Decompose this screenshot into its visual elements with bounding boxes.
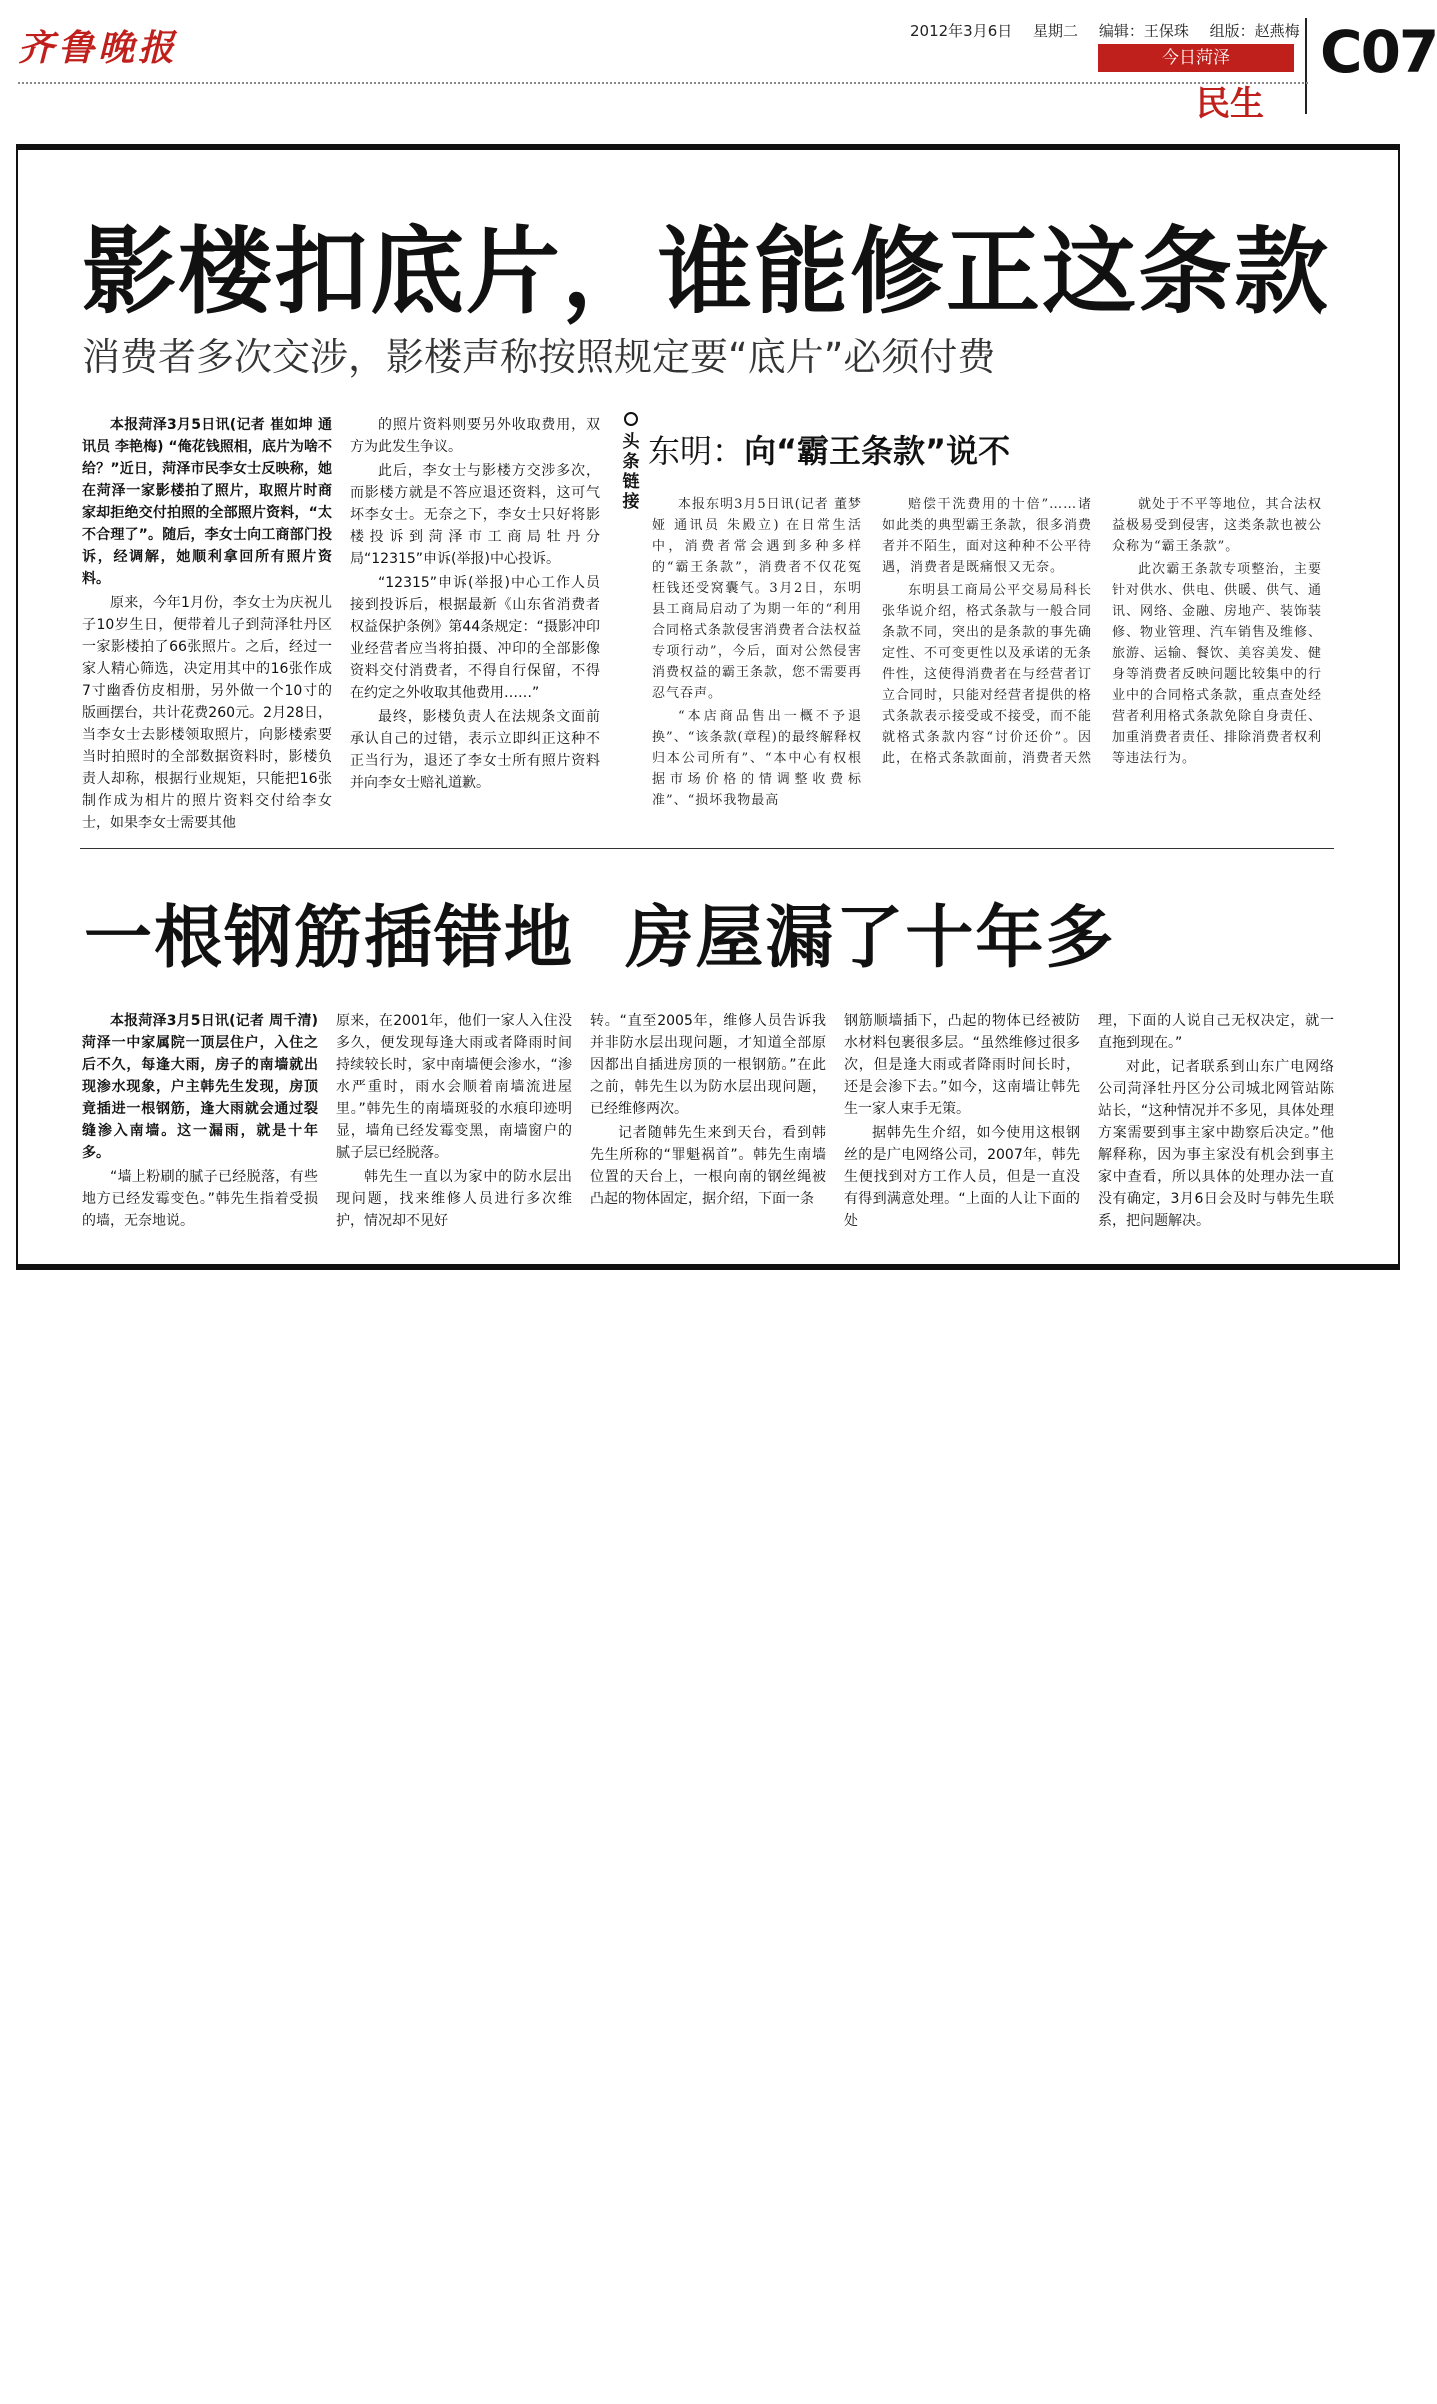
paragraph: 的照片资料则要另外收取费用，双方为此发生争议。 bbox=[350, 417, 600, 455]
article1-column-2 bbox=[350, 414, 600, 796]
paragraph: 钢筋顺墙插下，凸起的物体已经被防水材料包裹很多层。“虽然维修过很多次，但是逢大雨或者降雨时间长时，还是会渗下去。”如今，这南墙让韩先生一家人束手无策。 bbox=[844, 1013, 1080, 1117]
article2-column-3 bbox=[590, 1010, 826, 1212]
section-name: 民生 bbox=[1196, 84, 1264, 124]
article2-column-1 bbox=[82, 1010, 318, 1234]
issue-weekday: 星期二 bbox=[1033, 22, 1079, 40]
paragraph: 理，下面的人说自己无权决定，就一直拖到现在。” bbox=[1098, 1013, 1334, 1051]
paragraph: 记者随韩先生来到天台，看到韩先生所称的“罪魁祸首”。韩先生南墙位置的天台上，一根向南的钢丝绳被凸起的物体固定，据介绍，下面一条 bbox=[590, 1125, 826, 1207]
page-number: C07 bbox=[1320, 18, 1437, 86]
paragraph: 原来，在2001年，他们一家人入住没多久，便发现每逢大雨或者降雨时间持续较长时，家中南墙便会渗水，“渗水严重时，雨水会顺着南墙流进屋里。”韩先生的南墙斑驳的水痕印迹明显，墙角已经发霉变黑，南墙窗户的腻子层已经脱落。 bbox=[336, 1013, 572, 1161]
section-tag: 今日菏泽 bbox=[1098, 44, 1294, 72]
page-meta bbox=[910, 20, 1316, 41]
sidebar-column-2 bbox=[882, 494, 1092, 771]
header-rule bbox=[18, 82, 1308, 84]
editor-credit: 编辑：王保珠 bbox=[1098, 22, 1189, 40]
section-divider bbox=[80, 848, 1334, 849]
paragraph: 本报菏泽3月5日讯(记者 崔如坤 通讯员 李艳梅) “俺花钱照相，底片为啥不给？”近日，菏泽市民李女士反映称，她在菏泽一家影楼拍了照片，取照片时商家却拒绝交付拍照的全部照片资料，“太不合理了”。随后，李女士向工商部门投诉，经调解，她顺利拿回所有照片资料。 bbox=[82, 417, 332, 587]
article1-headline: 影楼扣底片，谁能修正这条款 bbox=[82, 218, 1331, 327]
sidebar-column-1 bbox=[652, 494, 862, 813]
paragraph: 原来，今年1月份，李女士为庆祝儿子10岁生日，便带着儿子到菏泽牡丹区一家影楼拍了66张照片。之后，经过一家人精心筛选，决定用其中的16张作成7寸幽香仿皮相册，另外做一个10寸的版画摆台，共计花费260元。2月28日，当李女士去影楼领取照片，向影楼索要当时拍照时的全部数据资料时，影楼负责人却称，根据行业规矩，只能把16张制作成为相片的照片资料交付给李女士，如果李女士需要其他 bbox=[82, 595, 332, 831]
paragraph: 本报东明3月5日讯(记者 董梦娅 通讯员 朱殿立) 在日常生活中，消费者常会遇到多种多样的“霸王条款”，消费者不仅花冤枉钱还受窝囊气。3月2日，东明县工商局启动了为期一年的“利用合同格式条款侵害消费者合法权益专项行动”，今后，面对公然侵害消费权益的霸王条款，您不需要再忍气吞声。 bbox=[652, 497, 863, 701]
paragraph: 就处于不平等地位，其合法权益极易受到侵害，这类条款也被公众称为“霸王条款”。 bbox=[1112, 497, 1323, 554]
article2-column-5 bbox=[1098, 1010, 1334, 1234]
sidebar-headline-prefix: 东明： bbox=[648, 432, 745, 470]
paragraph: 对此，记者联系到山东广电网络公司菏泽牡丹区分公司城北网管站陈站长，“这种情况并不多见，具体处理方案需要到事主家中勘察后决定。”他解释称，因为事主家没有机会到事主家中查看，所以具体的处理办法一直没有确定，3月6日会及时与韩先生联系，把问题解决。 bbox=[1098, 1059, 1334, 1229]
article2-column-4 bbox=[844, 1010, 1080, 1234]
paragraph: 据韩先生介绍，如今使用这根钢丝的是广电网络公司，2007年，韩先生便找到对方工作人员，但是一直没有得到满意处理。“上面的人让下面的处 bbox=[844, 1125, 1080, 1229]
paragraph: 韩先生一直以为家中的防水层出现问题，找来维修人员进行多次维护，情况却不见好 bbox=[336, 1169, 572, 1229]
paragraph: “本店商品售出一概不予退换”、“该条款(章程)的最终解释权归本公司所有”、“本中心有权根据市场价格的情调整收费标准”、“损坏我物最高 bbox=[652, 709, 862, 808]
paragraph: 此后，李女士与影楼方交涉多次，而影楼方就是不答应退还资料，这可气坏李女士。无奈之下，李女士只好将影楼投诉到菏泽市工商局牡丹分局“12315”申诉(举报)中心投诉。 bbox=[350, 463, 600, 567]
layout-credit: 组版：赵燕梅 bbox=[1209, 22, 1300, 40]
paragraph: 本报菏泽3月5日讯(记者 周千清) 菏泽一中家属院一顶层住户，入住之后不久，每逢大雨，房子的南墙就出现渗水现象，户主韩先生发现，房顶竟插进一根钢筋，逢大雨就会通过裂缝渗入南墙。这一漏雨，就是十年多。 bbox=[82, 1013, 318, 1161]
sidebar-label: 头条链接 bbox=[622, 432, 640, 512]
paragraph: “12315”申诉(举报)中心工作人员接到投诉后，根据最新《山东省消费者权益保护条例》第44条规定：“摄影冲印业经营者应当将拍摄、冲印的全部影像资料交付消费者，不得自行保留，不得在约定之外收取其他费用……” bbox=[350, 575, 600, 701]
sidebar-column-3 bbox=[1112, 494, 1322, 771]
paragraph: 此次霸王条款专项整治，主要针对供水、供电、供暖、供气、通讯、网络、金融、房地产、装饰装修、物业管理、汽车销售及维修、旅游、运输、餐饮、美容美发、健身等消费者反映问题比较集中的行业中的合同格式条款，重点查处经营者利用格式条款免除自身责任、加重消费者责任、排除消费者权利等违法行为。 bbox=[1112, 562, 1323, 766]
paragraph: “墙上粉刷的腻子已经脱落，有些地方已经发霉变色。”韩先生指着受损的墙，无奈地说。 bbox=[82, 1169, 318, 1229]
masthead-logo: 齐鲁晚报 bbox=[18, 27, 179, 69]
article1-subhead: 消费者多次交涉，影楼声称按照规定要“底片”必须付费 bbox=[82, 335, 996, 379]
paragraph: 东明县工商局公平交易局科长张华说介绍，格式条款与一般合同条款不同，突出的是条款的事先确定性、不可变更性以及承诺的无条件性，这使得消费者在与经营者订立合同时，只能对经营者提供的格式条款表示接受或不接受，而不能就格式条款内容“讨价还价”。因此，在格式条款面前，消费者天然 bbox=[882, 583, 1093, 766]
paragraph: 赔偿干洗费用的十倍”……诸如此类的典型霸王条款，很多消费者并不陌生，面对这种种不公平待遇，消费者是既痛恨又无奈。 bbox=[882, 497, 1093, 575]
issue-date: 2012年3月6日 bbox=[910, 22, 1013, 40]
header-divider bbox=[1305, 18, 1307, 114]
paragraph: 最终，影楼负责人在法规条文面前承认自己的过错，表示立即纠正这种不正当行为，退还了李女士所有照片资料并向李女士赔礼道歉。 bbox=[350, 709, 600, 791]
sidebar-headline bbox=[648, 426, 1010, 472]
article2-column-2 bbox=[336, 1010, 572, 1234]
sidebar-headline-main: 向“霸王条款”说不 bbox=[744, 432, 1011, 470]
bullet-circle-icon bbox=[624, 412, 638, 426]
paragraph: 转。“直至2005年，维修人员告诉我并非防水层出现问题，才知道全部原因都出自插进房顶的一根钢筋。”在此之前，韩先生以为防水层出现问题，已经维修两次。 bbox=[590, 1013, 826, 1117]
article2-headline: 一根钢筋插错地 房屋漏了十年多 bbox=[84, 899, 1116, 978]
article1-column-1 bbox=[82, 414, 332, 836]
